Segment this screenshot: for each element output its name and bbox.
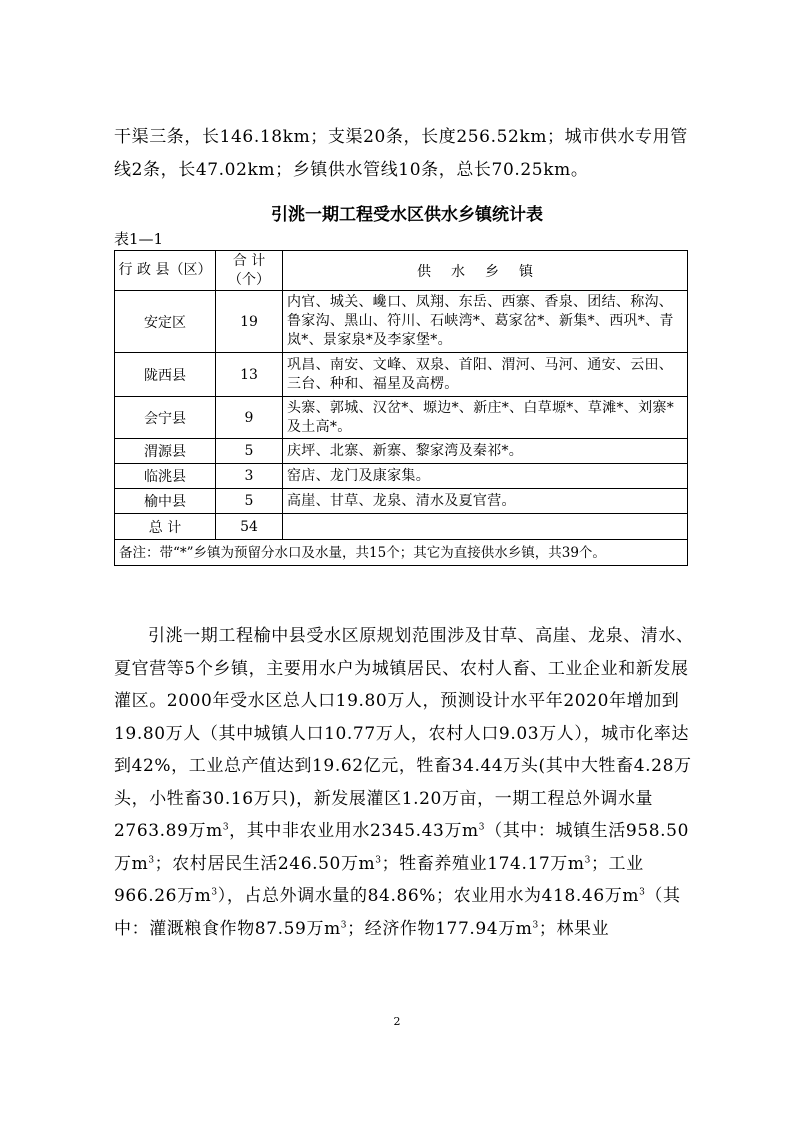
superscript-3: 3 <box>222 822 230 833</box>
total-count: 54 <box>216 514 283 540</box>
superscript-3: 3 <box>211 887 218 898</box>
row-county: 渭源县 <box>115 439 216 464</box>
header-towns: 供水乡镇 <box>283 251 688 291</box>
body-text-6: ；工业966.26万m <box>114 853 644 906</box>
row-county: 临洮县 <box>115 464 216 489</box>
table-row <box>115 489 688 514</box>
superscript-3: 3 <box>478 822 486 833</box>
row-count: 9 <box>216 397 283 439</box>
superscript-3: 3 <box>375 854 382 865</box>
row-towns: 内官、城关、巉口、凤翔、东岳、西寨、香泉、团结、称沟、鲁家沟、黑山、符川、石峡湾*、葛家岔*、新集*、西巩*、青岚*、景家泉*及李家堡*。 <box>283 291 688 353</box>
row-count: 5 <box>216 439 283 464</box>
body-text-5: ；牲畜养殖业174.17万m <box>381 853 585 874</box>
body-text-3: （其中：城镇生活958.50万m <box>114 821 689 874</box>
row-towns: 窑店、龙门及康家集。 <box>283 464 688 489</box>
body-paragraph <box>114 620 700 945</box>
body-text-1: 引洮一期工程榆中县受水区原规划范围涉及甘草、高崖、龙泉、清水、夏官营等5个乡镇，主要用水户为城镇居民、农村人畜、工业企业和新发展灌区。2000年受水区总人口19.80万人，预测设计水平年2020年增加到19.80万人（其中城镇人口10.77万人，农村人口9.03万人），城市化率达到42%，工业总产值达到19.62亿元，牲畜34.44万头(其中大牲畜4.28万头，小牲畜30.16万只)，新发展灌区1.20万亩，一期工程总外调水量2763.89万m <box>114 626 694 841</box>
row-towns: 巩昌、南安、文峰、双泉、首阳、渭河、马河、通安、云田、三台、种和、福星及高楞。 <box>283 353 688 397</box>
row-count: 5 <box>216 489 283 514</box>
body-text-4: ；农村居民生活246.50万m <box>154 853 376 874</box>
table-row <box>115 439 688 464</box>
row-county: 榆中县 <box>115 489 216 514</box>
header-count <box>216 251 283 291</box>
row-count: 13 <box>216 353 283 397</box>
table-total-row <box>115 514 688 540</box>
row-county: 会宁县 <box>115 397 216 439</box>
header-county-text: 行 政 县（区） <box>118 262 212 278</box>
superscript-3: 3 <box>148 854 155 865</box>
body-text-7: ），占总外调水量的84.86%；农业用水为418.46万m <box>217 886 640 906</box>
table-row <box>115 353 688 397</box>
row-count: 3 <box>216 464 283 489</box>
total-towns <box>283 514 688 540</box>
row-county: 陇西县 <box>115 353 216 397</box>
superscript-3: 3 <box>639 887 646 898</box>
table-row <box>115 291 688 353</box>
table-row <box>115 464 688 489</box>
total-label: 总 计 <box>115 514 216 540</box>
row-county: 安定区 <box>115 291 216 353</box>
table-number: 表1—1 <box>114 230 164 248</box>
table-note-row <box>115 540 688 566</box>
superscript-3: 3 <box>584 854 591 865</box>
table-row <box>115 397 688 439</box>
body-text-2: ，其中非农业用水2345.43万m <box>229 821 479 841</box>
supply-towns-table <box>114 250 688 566</box>
row-towns: 庆坪、北寨、新寨、黎家湾及秦祁*。 <box>283 439 688 464</box>
header-county <box>115 251 216 291</box>
table-title: 引洮一期工程受水区供水乡镇统计表 <box>271 205 543 225</box>
body-text-9: ；经济作物177.94万m <box>347 918 533 939</box>
body-text-8: （其中：灌溉粮食作物87.59万m <box>114 886 681 939</box>
page-number: 2 <box>393 1015 401 1028</box>
row-towns: 头寨、郭城、汉岔*、塬边*、新庄*、白草塬*、草滩*、刘寨*及土高*。 <box>283 397 688 439</box>
intro-paragraph: 干渠三条，长146.18km；支渠20条，长度256.52km；城市供水专用管线2条，长47.02km；乡镇供水管线10条，总长70.25km。 <box>114 127 688 180</box>
table-header-row <box>115 251 688 291</box>
superscript-3: 3 <box>340 919 348 930</box>
superscript-3: 3 <box>532 919 539 930</box>
body-text-10: ；林果业 <box>538 918 610 939</box>
row-count: 19 <box>216 291 283 353</box>
table-note: 备注：带“*”乡镇为预留分水口及水量，共15个；其它为直接供水乡镇，共39个。 <box>115 540 688 566</box>
header-count-text: 合 计 （个） <box>228 252 270 288</box>
row-towns: 高崖、甘草、龙泉、清水及夏官营。 <box>283 489 688 514</box>
